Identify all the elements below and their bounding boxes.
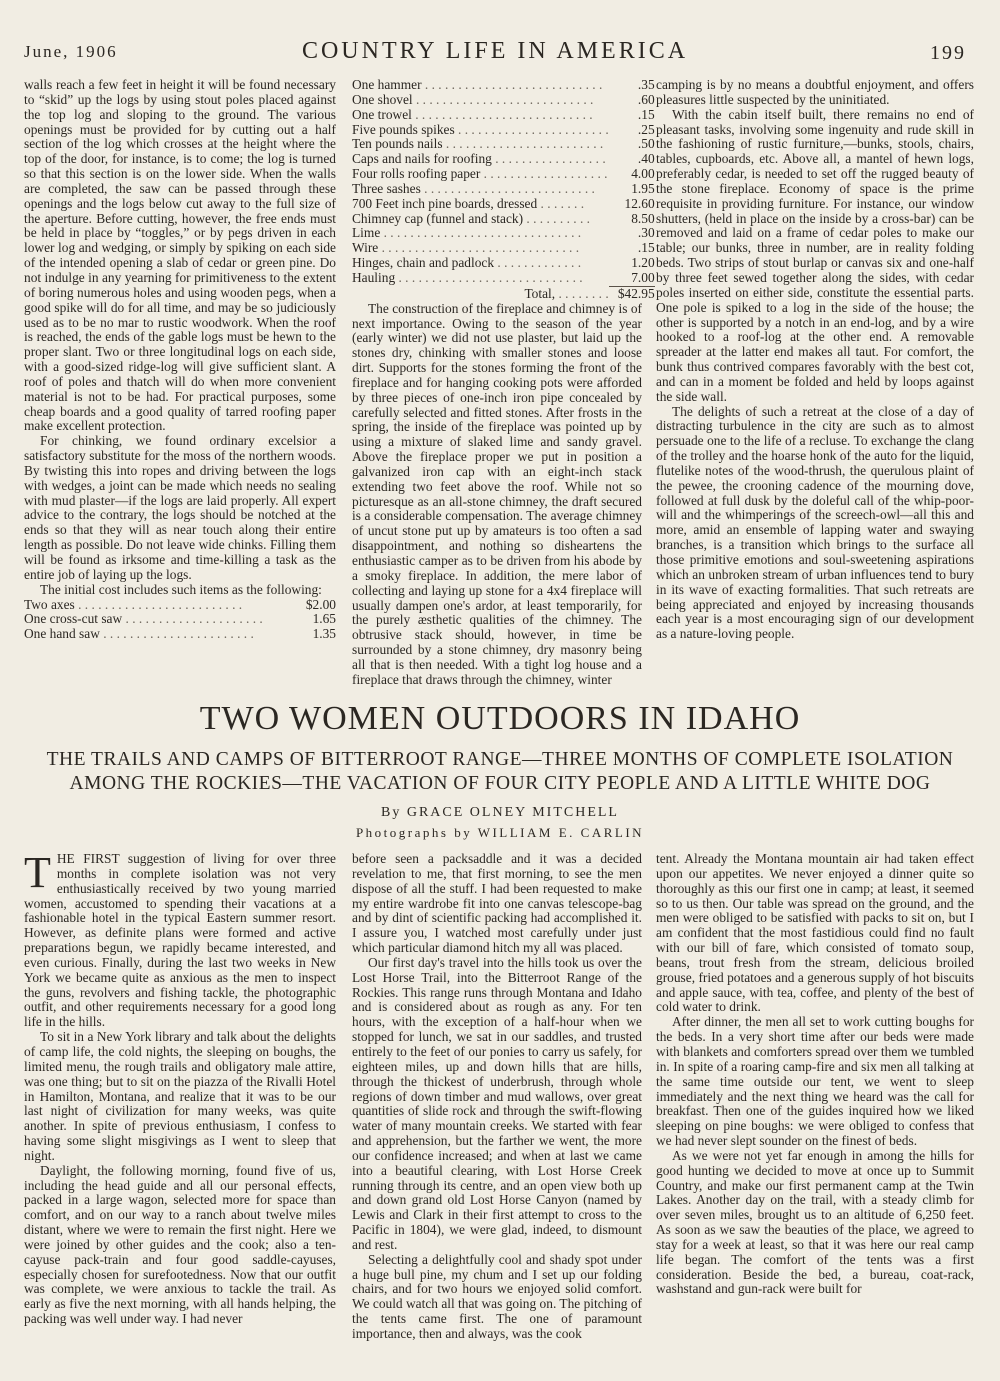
magazine-title: COUNTRY LIFE IN AMERICA bbox=[301, 38, 689, 64]
paragraph: Selecting a delightfully cool and shady spot under a huge bull pine, my chum and I set up our folding chairs, and for two hours we enjoyed solid comfort. We could watch all that was going on. The pitching of the tents came first. The one of paramount importance, then and always, was the cook bbox=[352, 1251, 642, 1341]
top-column-3 bbox=[656, 78, 974, 668]
cost-item: One hammer bbox=[352, 77, 422, 92]
cost-table-part-1 bbox=[24, 598, 336, 643]
article-subtitle bbox=[20, 748, 980, 796]
cost-amount: .35 bbox=[637, 77, 655, 92]
cost-item: Chimney cap (funnel and stack) bbox=[352, 210, 524, 226]
top-column-2 bbox=[352, 77, 655, 687]
cost-amount: 1.35 bbox=[312, 626, 336, 642]
byline: By GRACE OLNEY MITCHELL bbox=[381, 805, 619, 820]
paragraph: before seen a packsaddle and it was a decided revelation to me, that first morning, to see the men dispose of all the stuff. I had been requested to make my entire wardrobe fit into one canvas telescope-bag and by dint of scientific packing had accomplished it. I assure you, I watched most carefully under just which particular diamond hitch my all was placed. bbox=[352, 851, 642, 956]
top-column-1 bbox=[24, 78, 336, 668]
opening-text: HE FIRST suggestion of living for over three months in complete isolation was not very enthusiastically received by two young married women, accustomed to spending their vacations at a fashionable hotel in the typical Eastern summer resort. However, as definite plans were formed and active preparations begun, we rapidly became interested, and even curious. Finally, during the last two weeks in New York we became quite as anxious as the men to inspect the guns, revolvers and fishing tackle, the photographic outfit, and other requirements necessary for a good long life in the hills. bbox=[24, 851, 336, 1030]
cost-table-part-2 bbox=[352, 78, 655, 302]
cost-amount: .25 bbox=[637, 121, 655, 137]
cost-item: Five pounds spikes bbox=[352, 121, 455, 137]
cost-row: Wire . . . . . . . . . . . . . . . . . . . . . . . . . . . . . . .15 bbox=[352, 240, 655, 256]
cost-amount: .30 bbox=[637, 225, 655, 241]
cost-item: One shovel bbox=[352, 91, 413, 107]
paragraph: With the cabin itself built, there remains no end of pleasant tasks, involving some ingenuity and rude skill in the fashioning of rustic furniture,—bunks, stools, chairs, tables, cupboards, etc. Above all, a mantel of hewn logs, preferably cedar, is needed to set off the rugged beauty of the stone fireplace. Economy of space is the prime requisite in providing furniture. For instance, our window shutters, (held in place on the inside by a cross-bar) can be removed and laid on a frame of cedar poles to make our table; our bunks, three in number, are in reality folding beds. Two strips of stout burlap or canvas six and one-half by three feet sewed together along the sides, with cedar poles inserted on either side, constitute the essential parts. One pole is spiked to a log in the side of the house; the other is supported by a notch in an end-log, and by a wire hooked to a roof-log at the other end. A removable spreader at the latter end makes all taut. For comfort, the bunk thus contrived compares favorably with the best cot, and can in a moment be folded and held by loops against the side wall. bbox=[656, 106, 974, 404]
photo-credit: Photographs by WILLIAM E. CARLIN bbox=[355, 825, 645, 840]
cost-row: One trowel . . . . . . . . . . . . . . . . . . . . . . . . . . . .15 bbox=[352, 106, 655, 122]
cost-row: Hauling . . . . . . . . . . . . . . . . . . . . . . . . . . . . 7.00 bbox=[352, 269, 655, 285]
cost-row: Two axes . . . . . . . . . . . . . . . . . . . . . . . . . $2.00 bbox=[24, 596, 336, 612]
running-header bbox=[24, 38, 966, 68]
article-column-2 bbox=[352, 852, 642, 1368]
cost-row: Lime . . . . . . . . . . . . . . . . . . . . . . . . . . . . . . .30 bbox=[352, 225, 655, 241]
page-number: 199 bbox=[930, 42, 966, 64]
cost-amount: 1.20 bbox=[631, 255, 655, 271]
paragraph: camping is by no means a doubtful enjoyment, and offers pleasures little suspected by the uninitiated. bbox=[656, 77, 974, 107]
paragraph: After dinner, the men all set to work cutting boughs for the beds. In a very short time after our beds were made with blankets and comforters spread over them we tumbled in. In spite of a roaring camp-fire and six men all talking at the same time outside our tent, we went to sleep immediately and the next thing we heard was the call for breakfast. Then one of the guides inquired how we liked sleeping on pine boughs: we were obliged to confess that we had never slept sounder on the finest of beds. bbox=[656, 1014, 974, 1149]
cost-amount: .15 bbox=[637, 240, 655, 256]
article-column-3 bbox=[656, 852, 974, 1368]
cost-item: Four rolls roofing paper bbox=[352, 166, 481, 182]
cost-item: Lime bbox=[352, 225, 381, 241]
issue-date: June, 1906 bbox=[24, 42, 118, 61]
cost-item: Wire bbox=[352, 240, 379, 256]
paragraph: Daylight, the following morning, found five of us, including the head guide and all our personal effects, packed in a large wagon, selected more for space than comfort, and on our way to a ranch about twelve miles distant, where we were to remain the first night. Here we were joined by other guides and the cook; also a ten-cayuse pack-train and four good saddle-cayuses, especially chosen for surefootedness. Now that our outfit was complete, we were anxious to tackle the trail. As early as five the next morning, with all hands helping, the packing was well under way. I had never bbox=[24, 1162, 336, 1327]
paragraph: The delights of such a retreat at the close of a day of distracting turbulence in the city are such as to almost persuade one to the life of a recluse. To exchange the clang of the trolley and the hoarse honk of the auto for the liquid, flutelike notes of the wood-thrush, the querulous plaint of the pewee, the crooning cadence of the mourning dove, followed at full dusk by the doleful call of the whip-poor-will and the whimperings of the screech-owl—all this and more, amid an ensemble of lapping water and swaying branches, is a transition which brings to the surface all those primitive emotions and soul-sweetening aspirations which an unbroken stream of urban influences tend to bury in its wave of exacting formalities. That such retreats are being appreciated and enjoyed by increasing thousands each year is a most encouraging sign of our development as a nature-loving people. bbox=[656, 403, 974, 642]
cost-amount: 7.00 bbox=[631, 269, 655, 285]
article-title: TWO WOMEN OUTDOORS IN IDAHO bbox=[199, 700, 801, 737]
cost-row: Four rolls roofing paper . . . . . . . . . . . . . . . . . . . 4.00 bbox=[352, 166, 655, 182]
cost-amount: .60 bbox=[637, 91, 655, 107]
total-row: Total, . . . . . . . . $42.95 bbox=[524, 285, 655, 301]
cost-item: Two axes bbox=[24, 596, 75, 612]
cost-row: One shovel . . . . . . . . . . . . . . . . . . . . . . . . . . . .60 bbox=[352, 91, 655, 107]
opening-paragraph bbox=[24, 848, 336, 1030]
cost-amount: 1.65 bbox=[312, 611, 336, 627]
cost-row: Three sashes . . . . . . . . . . . . . . . . . . . . . . . . . . 1.95 bbox=[352, 180, 655, 196]
cost-amount: 12.60 bbox=[624, 195, 655, 211]
paragraph: walls reach a few feet in height it will be found necessary to “skid” up the logs by using stout poles placed against the top log and sloping to the ground. The various openings must be provided for by cutting out a half section of the log which crosses at the height where the top of the door, for instance, is to come; the log is turned so that this section is on the lower side. When the walls are completed, the saw can be passed through these openings and the logs below cut away to the full size of the aperture. Before cutting, however, the free ends must be held in place by “toggles,” or by pegs driven in each lower log and wedging, or simply by spiking on each side of the intended opening a slab of cedar or green pine. Do not indulge in any yearning for primitiveness to the extent of boring numerous holes and using wooden pegs, when a good spike will do for all time, and may be so judiciously used as to be no mar to rustic woodwork. When the roof is reached, the ends of the gable logs must be hewn to the proper slant. Two or three longitudinal logs on each side, with a good-sized ridge-log will give sufficient slant. A roof of poles and thatch will do when more convenient material is not to be had. For practical purposes, some cheap boards and a good quality of tarred roofing paper make excellent protection. bbox=[24, 77, 336, 434]
subtitle-line: THE TRAILS AND CAMPS OF BITTERROOT RANGE—THREE MONTHS OF COMPLETE ISOLATION bbox=[46, 749, 954, 770]
cost-row: Chimney cap (funnel and stack) . . . . . . . . . . 8.50 bbox=[352, 210, 655, 226]
cost-amount: 4.00 bbox=[631, 166, 655, 182]
paragraph: As we were not yet far enough in among the hills for good hunting we decided to move at once up to Summit Country, and make our first permanent camp at the Twin Lakes. Another day on the trail, with a steady climb for over seven miles, brought us to an altitude of 6,250 feet. As soon as we saw the beauties of the place, we agreed to stay for a week at least, so that it was here our real camp life began. The comfort of the tents was a first consideration. Beside the bed, a bureau, coat-rack, washstand and gun-rack were built for bbox=[656, 1147, 974, 1297]
cost-item: One trowel bbox=[352, 106, 412, 122]
cost-row: Hinges, chain and padlock . . . . . . . . . . . . . 1.20 bbox=[352, 255, 655, 271]
cost-row: 700 Feet inch pine boards, dressed . . . . . . . 12.60 bbox=[352, 195, 655, 211]
paragraph: tent. Already the Montana mountain air had taken effect upon our appetites. We never enjoyed a dinner quite so thoroughly as this our first one in camp; at least, it seemed so to us then. Our table was spread on the ground, and the men were obliged to be satisfied with packs to sit on, but I am confident that the most fastidious could find no fault with our bill of fare, which consisted of tomato soup, beans, trout fresh from the stream, delicious broiled grouse, fried potatoes and a generous supply of hot biscuits and apple sauce, with tea, coffee, and plenty of the best of cold water to drink. bbox=[656, 851, 974, 1015]
cost-item: Caps and nails for roofing bbox=[352, 151, 492, 167]
cost-row: One hammer . . . . . . . . . . . . . . . . . . . . . . . . . . . .35 bbox=[352, 77, 655, 92]
cost-item: One cross-cut saw bbox=[24, 611, 123, 627]
cost-amount: .40 bbox=[637, 151, 655, 167]
cost-amount: 8.50 bbox=[631, 210, 655, 226]
cost-row: One cross-cut saw . . . . . . . . . . . . . . . . . . . . . 1.65 bbox=[24, 611, 336, 627]
cost-item: Ten pounds nails bbox=[352, 136, 443, 152]
cost-row: Caps and nails for roofing . . . . . . . . . . . . . . . . . .40 bbox=[352, 151, 655, 167]
paragraph: The construction of the fireplace and chimney is of next importance. Owing to the season of the year (early winter) we did not use plaster, but laid up the stones dry, chinking with smaller stones and loose dirt. Supports for the stones forming the front of the fireplace and for hanging cooking pots were afforded by three pieces of one-inch iron pipe concealed by carefully selected and fitted stones. After frosts in the spring, the inside of the fireplace was pointed up by using a mixture of slaked lime and sandy gravel. Above the fireplace proper we put in position a galvanized iron cap with an eight-inch stack extending two feet above the roof. While not so picturesque as an all-stone chimney, the draft secured is a considerable compensation. The average chimney of uncut stone put up by amateurs is too often a sad disappointment, and nothing so disheartens the enthusiastic camper as to be driven from his abode by a smoky fireplace. In addition, the mere labor of collecting and laying up stone for a 4x4 fireplace will usually dampen one's ardor, at least temporarily, for the purely æsthetic qualities of the chimney. The obtrusive stack should, however, in time be surrounded by a stone chimney, dry masonry being all that is then needed. With a tight log house and a fireplace that draws through the chimney, winter bbox=[352, 300, 642, 687]
cost-row: Ten pounds nails . . . . . . . . . . . . . . . . . . . . . . . . .50 bbox=[352, 136, 655, 152]
paragraph: To sit in a New York library and talk about the delights of camp life, the cold nights, the sleeping on boughs, the limited menu, the rough trails and obligatory male attire, was one thing; but to sit on the piazza of the Rivalli Hotel in Hamilton, Montana, and realize that it was to be our last night of civilization for many weeks, was quite another. In spite of previous enthusiasm, I confess to having some slight misgivings as I went to sleep that night. bbox=[24, 1029, 336, 1163]
cost-amount: $2.00 bbox=[305, 596, 336, 612]
cost-amount: .15 bbox=[637, 106, 655, 122]
cost-row: Five pounds spikes . . . . . . . . . . . . . . . . . . . . . . . .25 bbox=[352, 121, 655, 137]
cost-row: One hand saw . . . . . . . . . . . . . . . . . . . . . . . 1.35 bbox=[24, 626, 336, 642]
paragraph: For chinking, we found ordinary excelsior a satisfactory substitute for the moss of the northern woods. By twisting this into ropes and driving between the logs with wedges, a joint can be made which needs no sealing with mud plaster—if the logs are laid properly. All expert advice to the contrary, the logs should be notched at the ends so that they will as near touch along their entire length as possible. Do not leave wide chinks. Filling them will be found as irksome and time-killing a task as the entire job of laying up the logs. bbox=[24, 433, 336, 582]
cost-item: 700 Feet inch pine boards, dressed bbox=[352, 195, 538, 211]
cost-item: Three sashes bbox=[352, 180, 421, 196]
drop-cap: T bbox=[24, 848, 51, 897]
paragraph: Our first day's travel into the hills took us over the Lost Horse Trail, into the Bitterroot Range of the Rockies. This range runs through Montana and Idaho and is considered about as rough as any. For ten hours, with the exception of a half-hour when we stopped for lunch, we sat in our saddles, and trusted entirely to the feet of our ponies to carry us safely, for eighteen miles, up and down hills that are hills, through the thickest of underbrush, through whole regions of down timber and mud wallows, over great quantities of slide rock and through the swift-flowing water of many mountain creeks. We started with fear and apprehension, but the farther we went, the more our confidence increased; and when at last we came into a beautiful clearing, with Lost Horse Creek running through its centre, and an open view both up and down grand old Lost Horse Canyon (named by Lewis and Clark in their first attempt to cross to the Pacific in 1804), we were glad, indeed, to dismount and rest. bbox=[352, 954, 642, 1252]
paragraph: The initial cost includes such items as the following: bbox=[40, 581, 322, 597]
cost-amount: 1.95 bbox=[631, 180, 655, 196]
cost-item: Hauling bbox=[352, 269, 396, 285]
subtitle-line: AMONG THE ROCKIES—THE VACATION OF FOUR CITY PEOPLE AND A LITTLE WHITE DOG bbox=[69, 773, 931, 794]
article-column-1 bbox=[24, 848, 336, 1368]
cost-amount: .50 bbox=[637, 136, 655, 152]
total-amount: $42.95 bbox=[617, 285, 655, 301]
total-label: Total, bbox=[524, 285, 556, 301]
cost-item: Hinges, chain and padlock bbox=[352, 255, 495, 271]
cost-item: One hand saw bbox=[24, 626, 100, 642]
